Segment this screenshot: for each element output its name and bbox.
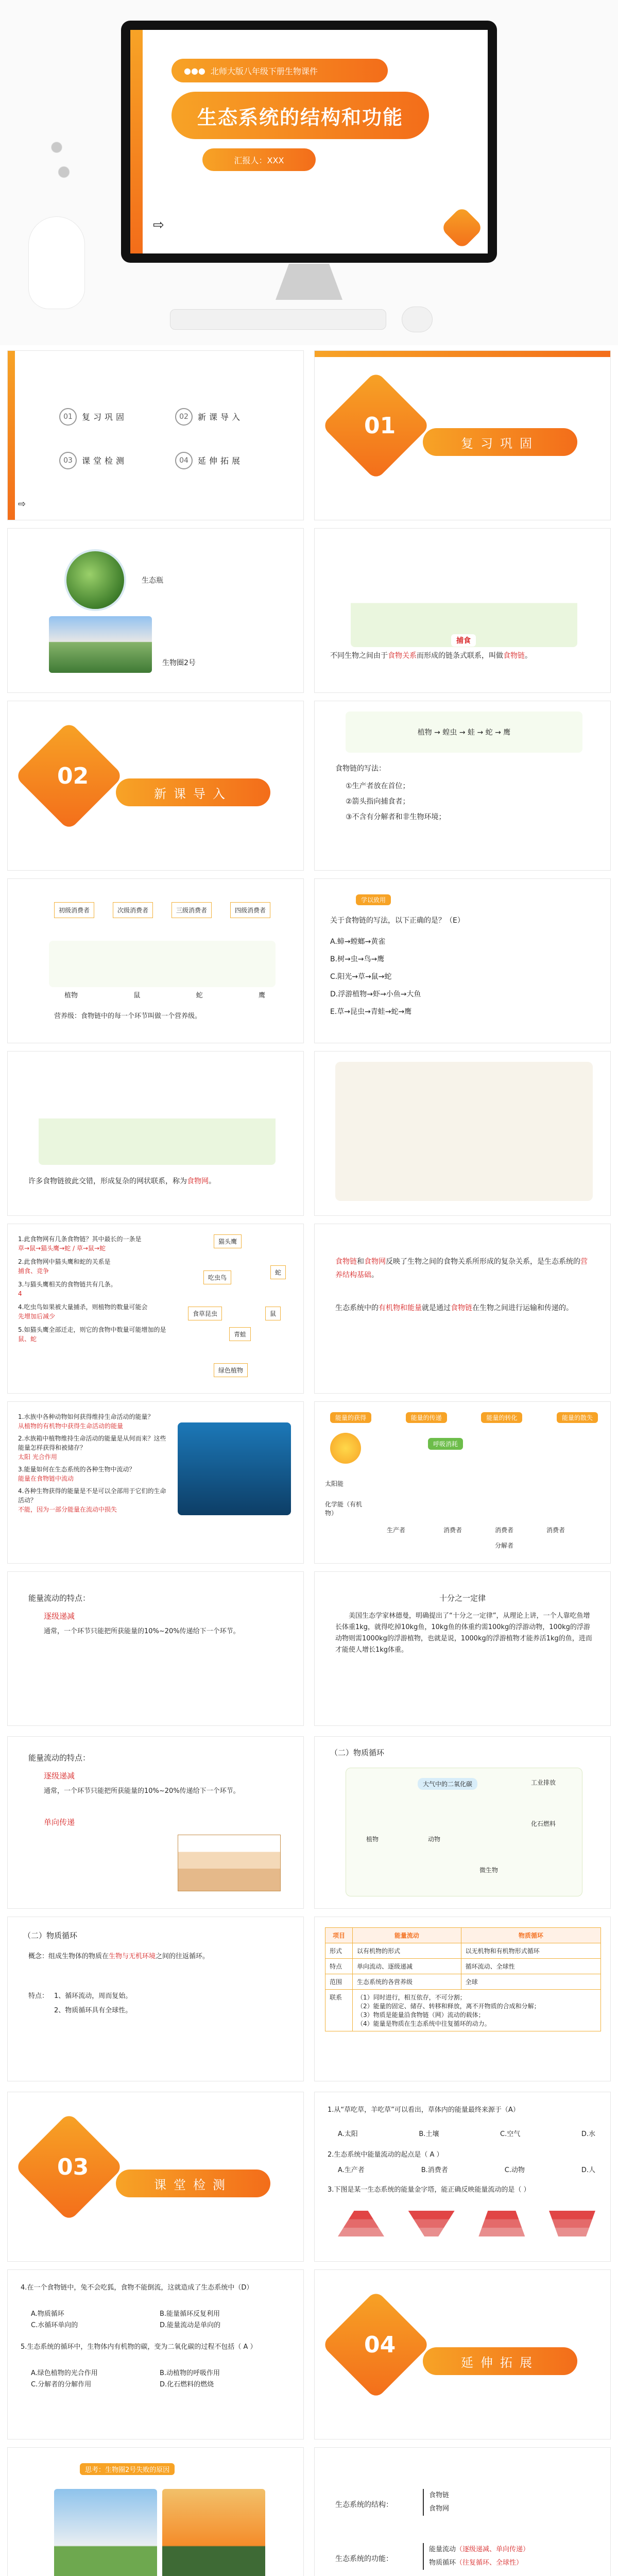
web-diagram	[183, 1234, 296, 1384]
section-no: 02	[57, 763, 89, 789]
toc-left-bar	[8, 351, 15, 520]
rules-list	[346, 778, 446, 825]
ecosystem-slide	[7, 528, 304, 693]
mouse	[402, 307, 433, 332]
web-node: 食草昆虫	[188, 1307, 222, 1320]
web-node: 鼠	[265, 1307, 281, 1320]
check-q: 4.在一个食物链中，兔不会吃狐，食物不能倒流，这就造成了生态系统中（D）	[21, 2284, 253, 2292]
biosphere2-image	[49, 616, 152, 673]
dot-icon: ●●●	[184, 65, 205, 76]
web-a: 4	[18, 1290, 22, 1297]
energy-diagram-slide	[314, 1401, 611, 1564]
cycle-title: （二）物质循环	[330, 1748, 385, 1757]
feature-title: 能量流动的特点：	[28, 1594, 91, 1603]
section-no: 03	[57, 2154, 89, 2180]
rule-item: ③不含有分解者和非生物环境；	[346, 813, 446, 821]
quiz-option[interactable]: A.蟑→螳螂→黄雀	[330, 938, 386, 946]
check-q: 3.下图是某一生态系统的能量金字塔，能正确反映能量流动的是（ ）	[328, 2186, 530, 2194]
corner-decoration	[440, 206, 484, 250]
feature-text: 通常，一个环节只能把所获能量的10%~20%传递给下一个环节。	[44, 1628, 240, 1635]
quiz-options	[330, 933, 421, 1021]
web-a: 先增加后减少	[18, 1313, 56, 1320]
toc-item-label: 复习巩固	[82, 412, 128, 422]
section-title-pill	[423, 428, 577, 456]
cover-title: 生态系统的结构和功能	[197, 106, 403, 129]
energy-titles: 能量的获得 能量的传递 能量的转化 能量的散失	[330, 1412, 598, 1423]
chain-labels: 植物 鼠 蛇 鹰	[64, 992, 265, 999]
check-q: 1.从“草吃草，羊吃草”可以看出，草体内的能量最终来源于（A）	[328, 2106, 520, 2114]
cycle-label: 植物	[366, 1836, 379, 1843]
concept-title: （二）物质循环	[23, 1931, 78, 1940]
bottle-image	[64, 549, 126, 611]
level-box: 四级消费者	[230, 902, 270, 918]
quiz-option[interactable]: D.浮游植物→虾→小鱼→大鱼	[330, 990, 421, 998]
toc-item-label: 延伸拓展	[198, 456, 244, 466]
cycle-label: 工业排放	[531, 1779, 556, 1786]
chain-row	[49, 941, 276, 987]
toc-item[interactable]	[175, 446, 276, 474]
cycle-slide	[314, 1736, 611, 1909]
ten-percent-slide	[314, 1571, 611, 1726]
check-opts: A.物质循环 B.能量循环反复利用 C.水循环单向的 D.能量流动是单向的	[31, 2310, 221, 2329]
section-02-slide	[7, 701, 304, 871]
web-q: 1.此食物网有几条食物链？其中最长的一条是	[18, 1235, 142, 1243]
section-03-slide	[7, 2092, 304, 2262]
predation-text: 不同生物之间由于食物关系而形成的链条式联系，叫做食物链。	[330, 652, 532, 660]
web-node: 青蛙	[229, 1327, 251, 1341]
section-title: 课堂检测	[154, 2177, 232, 2192]
section-title-pill	[423, 2347, 577, 2375]
toc-item[interactable]	[59, 402, 160, 431]
check-q: 2.生态系统中能量流动的起点是（ A ）	[328, 2151, 443, 2159]
toc-item-label: 课堂检测	[82, 456, 128, 466]
section-title: 新课导入	[154, 786, 232, 801]
pyramid-options	[338, 2211, 595, 2242]
feature-text: 通常，一个环节只能把所获能量的10%~20%传递给下一个环节。	[44, 1787, 240, 1795]
web-node: 绿色植物	[214, 1363, 248, 1377]
energy-qa: 1.水族中各种动物如何获得维持生命活动的能量？ 从植物的有机物中获得生命活动的能量 2.水族箱中植物维持生命活动的能量是从何而来？这些能量怎样获得和被储存？ 太阳 光合作用 3.能量如何在生态系统的各种生物中流动？ 能量在食物链中流动 4.各种生物获得的能量是不是可以全部用于它们的生命活动？ 不能，因为一部分能量在流动中损失	[18, 1413, 166, 1513]
feature-title: 能量流动的特点：	[28, 1753, 91, 1762]
section-01-slide	[314, 350, 611, 520]
cover-slide	[0, 0, 618, 345]
flow-label: 呼吸消耗	[428, 1438, 463, 1450]
quiz-option[interactable]: C.阳光→草→鼠→蛇	[330, 973, 392, 981]
toc-slide	[7, 350, 304, 520]
web-a: 鼠、蛇	[18, 1335, 37, 1343]
check-q: 5.生态系统的循环中，生物体内有机物的碳，变为二氧化碳的过程不包括（ A ）	[21, 2343, 257, 2351]
toc-item[interactable]	[175, 402, 276, 431]
think-slide	[7, 2447, 304, 2576]
sun-icon	[330, 1433, 361, 1464]
cycle-label: 动物	[428, 1836, 441, 1843]
cover-subtitle-pill	[171, 59, 388, 82]
table-row: 特点 单向流动、逐级递减 循环流动、全球性	[325, 1959, 601, 1974]
web-a: 捕食、竞争	[18, 1267, 49, 1275]
web-q: 5.如猫头鹰全部迁走，则它的食物中数量可能增加的是	[18, 1326, 166, 1333]
table-row: 形式 以有机物的形式 以无机物和有机物形式循环	[325, 1943, 601, 1959]
energy-questions-slide	[7, 1401, 304, 1564]
arrow-icon: ⇨	[18, 499, 26, 510]
cycle-center: 大气中的二氧化碳	[418, 1778, 477, 1790]
cover-reporter-pill	[202, 148, 316, 171]
food-web-slide	[7, 1051, 304, 1216]
check-opts: A.太阳 B.土壤 C.空气 D.水	[338, 2130, 595, 2138]
level-box: 初级消费者	[54, 902, 94, 918]
toc-item-no: 03	[59, 452, 77, 469]
summary-root: 生态系统的功能：	[335, 2555, 393, 2563]
table-row: 范围 生态系统的各营养级 全球	[325, 1974, 601, 1990]
predation-slide	[314, 528, 611, 693]
cover-title-pill	[171, 92, 429, 139]
keyboard	[170, 309, 386, 330]
cover-left-bar	[130, 30, 143, 253]
quiz1-slide	[314, 878, 611, 1043]
section-title: 延伸拓展	[461, 2355, 539, 2370]
section-top-bar	[315, 351, 610, 357]
cycle-label: 化石燃料	[531, 1820, 556, 1827]
section-title-pill	[116, 778, 270, 806]
trophic-slide	[7, 878, 304, 1043]
predation-illustration	[351, 549, 577, 647]
think-image-1	[54, 2489, 157, 2576]
summary-branch: 能量流动（逐级递减、单向传递） 物质循环（往复循环、全球性）	[423, 2543, 529, 2570]
quiz-option[interactable]: E.草→昆虫→青蛙→蛇→鹰	[330, 1008, 412, 1016]
feature-em: 单向传递	[44, 1818, 75, 1827]
wildlife-web-slide	[314, 1051, 611, 1216]
check-opts: A.生产者 B.消费者 C.动物 D.人	[338, 2166, 595, 2174]
features: 特点： 1、循环流动，周而复始。 2、物质循环具有全球性。	[28, 1992, 132, 2014]
food-web-text: 许多食物链彼此交错，形成复杂的网状联系，称为食物网。	[28, 1177, 216, 1185]
monitor-stand	[276, 264, 342, 300]
chain-rules-slide	[314, 701, 611, 871]
toc-item-no: 01	[59, 408, 77, 426]
web-questions-slide	[7, 1224, 304, 1394]
toc-item-no: 02	[175, 408, 193, 426]
pyramid-image	[178, 1835, 281, 1891]
rule-item: ①生产者放在首位；	[346, 782, 410, 790]
web-q: 2.此食物网中猫头鹰和蛇的关系是	[18, 1258, 111, 1265]
wildlife-web-image	[335, 1062, 593, 1201]
toc-item[interactable]	[59, 446, 160, 474]
quiz-option[interactable]: B.树→虫→鸟→鹰	[330, 955, 385, 963]
compare-table: 项目 能量流动 物质循环 形式 以有机物的形式 以无机物和有机物形式循环 特点 单向流动、逐级递减 循环流动、全球性 范围 生态系统的各营养级 全球 联系 （1）同时进行，相互依存，不可分割； （2）能量的固定、储存、转移和释放，离不开物质的合成和分解； （3）物质是能量沿食物链（网）流动的载体； （4）能量是物质在生态系统中往复循环的动力。	[325, 1927, 601, 2031]
level-box: 三级消费者	[171, 902, 212, 918]
think-tag: 思考：生物圈2号失败的原因	[80, 2463, 175, 2475]
level-row	[54, 902, 270, 918]
monitor-screen	[130, 30, 488, 253]
energy-feature2-slide	[7, 1736, 304, 1909]
web-node: 蛇	[270, 1265, 286, 1279]
plant-decoration	[21, 98, 93, 222]
web-q: 4.吃虫鸟如果被大量捕杀，则植物的数量可能会	[18, 1303, 148, 1311]
eco-label-1: 生态瓶	[142, 577, 163, 585]
law-text: 美国生态学家林德曼，明确提出了“十分之一定律”，从理论上讲，一个人靠吃鱼增长体重1kg，就得吃掉10kg鱼，10kg鱼的体重约需100kg的浮游动物，100kg的浮游动物则需1000kg的浮游植物，也就是说，1000kg的浮游植物才能养活1kg的鱼，进而才能使人增长1kg体重。	[335, 1612, 592, 1654]
cover-reporter: 汇报人：XXX	[234, 155, 284, 165]
section-04-slide	[314, 2269, 611, 2439]
cycle-concept-slide	[7, 1917, 304, 2081]
web-node: 猫头鹰	[214, 1234, 242, 1248]
energy-para-2: 生态系统中的有机物和能量就是通过食物链在生物之间进行运输和传递的。	[335, 1304, 573, 1312]
predation-tag: 捕食	[451, 634, 476, 647]
table-row: 联系 （1）同时进行，相互依存，不可分割； （2）能量的固定、储存、转移和释放，离不开物质的合成和分解； （3）物质是能量沿食物链（网）流动的载体； （4）能量是物质在生态系统中往复循环的动力。	[325, 1990, 601, 2031]
check-opts: A.绿色植物的光合作用 B.动植物的呼吸作用 C.分解者的分解作用 D.化石燃料的燃烧	[31, 2369, 220, 2388]
summary-branch: 食物链 食物网	[423, 2489, 449, 2516]
vase	[28, 216, 85, 309]
food-web-illustration	[39, 1062, 276, 1165]
energy-para-1: 食物链和食物网反映了生物之间的食物关系所形成的复杂关系，是生态系统的营养结构基础。	[335, 1258, 588, 1279]
arrow-icon: ⇨	[153, 217, 164, 233]
section-no: 01	[364, 413, 396, 439]
food-chain-illustration	[346, 711, 582, 753]
web-node: 吃虫鸟	[203, 1270, 231, 1284]
chain-text: 植物 → 蝗虫 → 蛙 → 蛇 → 鹰	[417, 728, 511, 737]
web-q: 3.与猫头鹰相关的食物链共有几条。	[18, 1281, 117, 1288]
energy-feature1-slide	[7, 1571, 304, 1726]
summary-root: 生态系统的结构：	[335, 2501, 393, 2509]
toc-item-label: 新课导入	[198, 412, 244, 422]
section-title: 复习巩固	[461, 436, 539, 451]
aquarium-image	[178, 1422, 291, 1515]
energy-text-slide	[314, 1224, 611, 1394]
law-title: 十分之一定律	[439, 1594, 486, 1603]
section-no: 04	[364, 2332, 396, 2358]
toc-grid	[59, 402, 276, 474]
summary-slide	[314, 2447, 611, 2576]
quiz-question: 关于食物链的写法，以下正确的是？（E）	[330, 917, 465, 925]
energy-nodes: 太阳能 化学能（有机物） 生产者 消费者 消费者 消费者 分解者	[325, 1480, 565, 1549]
web-questions	[18, 1234, 173, 1344]
section-title-pill	[116, 2170, 270, 2197]
eco-label-2: 生物圈2号	[162, 659, 196, 667]
think-image-2	[162, 2489, 265, 2576]
concept-text: 概念：组成生物体的物质在生物与无机环境之间的往返循环。	[28, 1953, 210, 1960]
level-box: 次级消费者	[113, 902, 153, 918]
rule-item: ②箭头指向捕食者；	[346, 798, 410, 806]
quiz-tag: 学以致用	[356, 894, 391, 905]
toc-item-no: 04	[175, 452, 193, 469]
check2-slide	[7, 2269, 304, 2439]
rules-heading: 食物链的写法：	[335, 765, 386, 773]
feature-em: 逐级递减	[44, 1771, 75, 1781]
check1-slide	[314, 2092, 611, 2262]
cycle-label: 微生物	[479, 1867, 499, 1874]
cover-subtitle: 北师大版八年级下册生物课件	[210, 66, 318, 76]
web-a: 草→鼠→猫头鹰→蛇 / 草→鼠→蛇	[18, 1245, 106, 1252]
level-note: 营养级：食物链中的每一个环节叫做一个营养级。	[54, 1012, 202, 1020]
feature-em: 逐级递减	[44, 1612, 75, 1621]
compare-slide	[314, 1917, 611, 2081]
monitor	[121, 21, 497, 263]
